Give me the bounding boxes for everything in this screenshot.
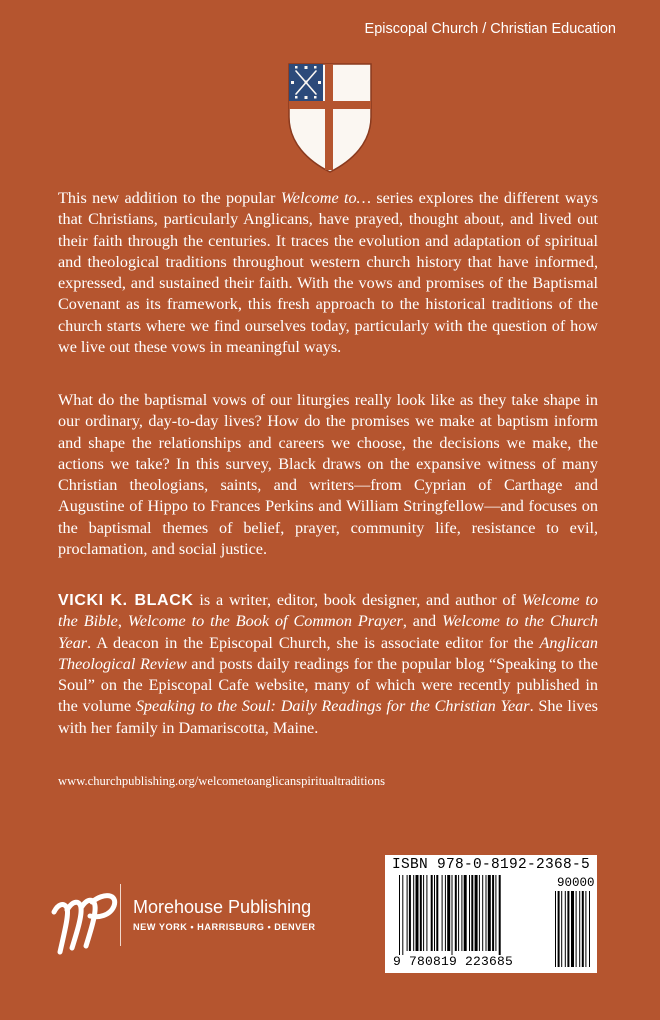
addon-bar (565, 891, 566, 967)
barcode-bar (420, 875, 422, 951)
barcode-bar (399, 875, 400, 955)
barcode-bar (416, 875, 419, 951)
publisher-name: Morehouse Publishing (133, 897, 312, 917)
barcode-bar (499, 875, 501, 955)
barcode-bar (447, 875, 450, 951)
barcode-bar (479, 875, 480, 951)
ean-digits: 9 780819 223685 (393, 954, 514, 969)
barcode-bar (409, 875, 411, 951)
bio-text: . She lives with her family in Damariscotta, Maine. (58, 697, 598, 737)
addon-bar (585, 891, 586, 967)
addon-bar (567, 891, 569, 967)
barcode-bar (426, 875, 427, 951)
bio-text: , (117, 612, 128, 631)
description-paragraph-1 (58, 188, 598, 358)
barcode-bar (431, 875, 433, 951)
website-url: www.churchpublishing.org/welcometoanglicanspiritualtraditions (58, 774, 386, 788)
barcode-bar (445, 875, 446, 951)
barcode-bar (452, 875, 453, 955)
isbn-text: ISBN 978-0-8192-2368-5 (391, 857, 591, 873)
barcode-bar (464, 875, 467, 951)
barcode-bar (423, 875, 424, 951)
addon-bar (576, 891, 577, 967)
description-text: This new addition to the popular (58, 189, 281, 207)
barcode-bar (486, 875, 487, 951)
barcode-bar (488, 875, 491, 951)
morehouse-mp-logo-icon (50, 882, 118, 958)
description-text: series explores the different ways that Christians, particularly Anglicans, have prayed, thought about, and lived out their faith through the centuries. It traces the evolution and adaptation of spiritual and theological traditions throughout western church history that have informed, expressed, and sustained their faith. With the vows and promises of the Baptismal Covenant as its framework, this fresh approach to the historical traditions of the church starts where we find ourselves today, particularly with the question of how we live out these vows in meaningful ways. (58, 189, 598, 357)
barcode-bar (469, 875, 470, 951)
addon-bar (558, 891, 560, 967)
addon-bar (561, 891, 562, 967)
episcopal-shield-icon (286, 61, 374, 175)
series-title: Welcome to… (280, 189, 371, 207)
addon-bar (582, 891, 584, 967)
isbn-barcode (385, 855, 597, 973)
addon-bar (589, 891, 590, 967)
barcode-bar (434, 875, 435, 951)
barcode-bar (455, 875, 457, 951)
description-paragraph-2: What do the baptismal vows of our liturgies really look like as they take shape in our ordinary, day-to-day lives? How do the promises we make at baptism inform and shape the relationships and careers we choose, the decisions we make, the actions we take? In this survey, Black draws on the expansive witness of many Christian theologians, saints, and writers—from Cyprian of Carthage and Augustine of Hippo to Frances Perkins and William Stringfellow—and focuses on the baptismal themes of belief, prayer, community life, resistance to evil, proclamation, and social justice. (58, 391, 598, 559)
journal-title: Anglican Theological Review (58, 633, 598, 673)
barcode-bar (475, 875, 478, 951)
bio-text: . A deacon in the Episcopal Church, she is associate editor for the (87, 633, 540, 652)
category-label: Episcopal Church / Christian Education (364, 21, 616, 37)
author-bio (58, 590, 598, 739)
barcode-bar (471, 875, 473, 951)
logo-divider (120, 884, 121, 946)
barcode-bar (436, 875, 438, 951)
publisher-cities: NEW YORK • HARRISBURG • DENVER (133, 922, 316, 932)
barcode-bar (461, 875, 462, 951)
barcode-bar (402, 875, 403, 955)
bio-text: and posts daily readings for the popular blog “Speaking to the Soul” on the Episcopal Cafe website, many of which were recently published in the volume (58, 654, 598, 716)
barcode-bar (495, 875, 496, 951)
barcode-bar (458, 875, 459, 951)
book-title: Speaking to the Soul: Daily Readings for the Christian Year (135, 697, 530, 716)
book-title: Welcome to the Bible (58, 591, 598, 631)
price-code: 90000 (557, 876, 595, 890)
book-title: Welcome to the Book of Common Prayer (127, 612, 403, 631)
barcode-bar (492, 875, 494, 951)
addon-bar (579, 891, 580, 967)
barcode-bar (407, 875, 408, 951)
barcode-bar (482, 875, 483, 951)
author-name: VICKI K. BLACK (58, 592, 194, 609)
bio-text: , and (402, 612, 443, 631)
barcode-bar (413, 875, 414, 951)
addon-bar (555, 891, 556, 967)
addon-bar (571, 891, 574, 967)
book-title: Welcome to the Church Year (58, 612, 598, 652)
barcode-bar (442, 875, 443, 951)
bio-text: is a writer, editor, book designer, and author of (193, 591, 522, 609)
